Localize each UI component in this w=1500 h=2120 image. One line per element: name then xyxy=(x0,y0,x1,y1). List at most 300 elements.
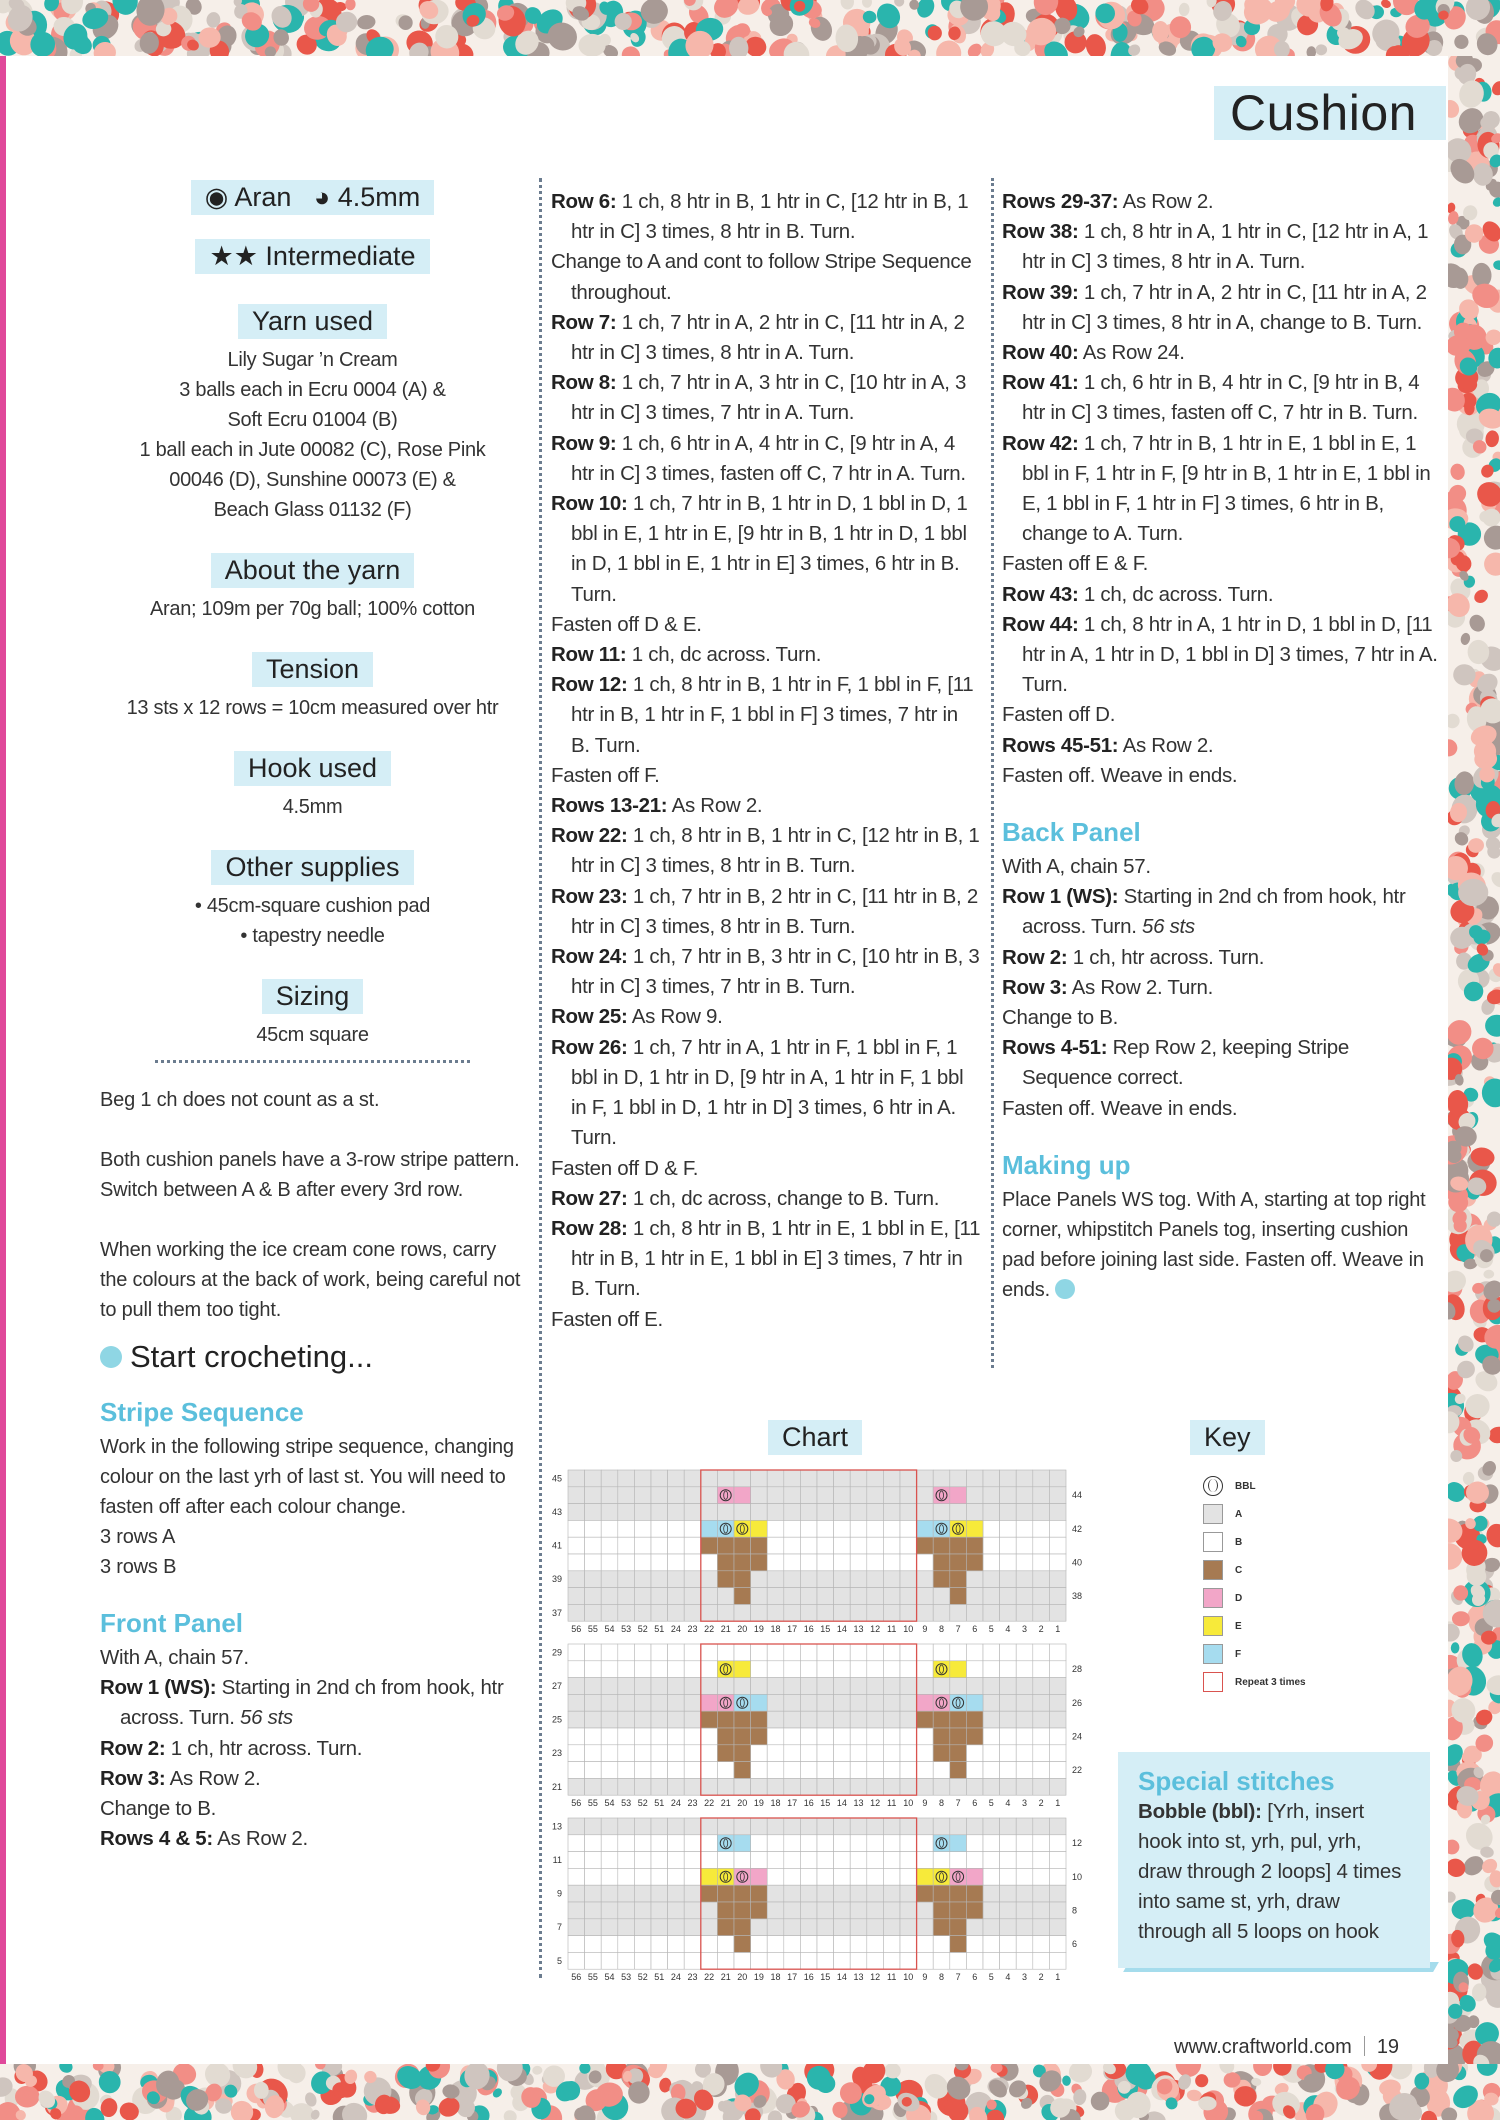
stitch-number-label: 7 xyxy=(955,1624,961,1635)
chart-cell xyxy=(1033,1778,1050,1795)
chart-cell xyxy=(867,1644,884,1661)
hook-used-heading: Hook used xyxy=(234,751,391,786)
column-divider xyxy=(539,178,542,1978)
row-text: 1 ch, htr across. Turn. xyxy=(1067,945,1265,969)
row-number-label: 12 xyxy=(1072,1838,1083,1849)
chart-cell xyxy=(917,1762,934,1779)
stitch-number-label: 4 xyxy=(1005,1972,1011,1982)
chart-cell xyxy=(651,1694,668,1711)
chart-cell xyxy=(585,1762,602,1779)
chart-cell xyxy=(983,1919,1000,1936)
chart-cell xyxy=(668,1588,685,1605)
decorative-dot xyxy=(1492,259,1500,271)
colour-swatch xyxy=(1203,1504,1223,1524)
chart-cell xyxy=(601,1745,618,1762)
chart-cell xyxy=(668,1885,685,1902)
chart-cell xyxy=(684,1868,701,1885)
footer-url[interactable]: www.craftworld.com xyxy=(1174,2036,1352,2058)
chart-cell xyxy=(883,1728,900,1745)
chart-cell xyxy=(717,1885,734,1902)
decorative-dot xyxy=(884,2064,901,2079)
instruction-row xyxy=(1002,1094,1442,1124)
chart-cell xyxy=(1033,1952,1050,1969)
chart-cell xyxy=(867,1936,884,1953)
chart-cell xyxy=(883,1919,900,1936)
chart-cell xyxy=(701,1835,718,1852)
chart-cell xyxy=(784,1936,801,1953)
chart-cell xyxy=(933,1678,950,1695)
chart-cell xyxy=(1033,1554,1050,1571)
chart-cell xyxy=(784,1537,801,1554)
chart-cell xyxy=(717,1571,734,1588)
chart-cell xyxy=(601,1661,618,1678)
row-label: Row 3: xyxy=(100,1766,166,1790)
chart-cell xyxy=(883,1487,900,1504)
chart-cell xyxy=(784,1885,801,1902)
chart-cell xyxy=(751,1571,768,1588)
chart-cell xyxy=(933,1818,950,1835)
chart-cell xyxy=(767,1936,784,1953)
chart-cell xyxy=(668,1504,685,1521)
colour-swatch xyxy=(1203,1532,1223,1552)
chart-cell xyxy=(618,1778,635,1795)
other-supplies-heading: Other supplies xyxy=(211,850,413,885)
chart-cell xyxy=(883,1852,900,1869)
chart-cell xyxy=(1016,1919,1033,1936)
row-text: Fasten off D. xyxy=(1002,703,1116,727)
chart-cell xyxy=(701,1554,718,1571)
chart-cell xyxy=(717,1644,734,1661)
chart-cell xyxy=(751,1661,768,1678)
decorative-dot xyxy=(1083,32,1109,56)
chart-cell xyxy=(883,1818,900,1835)
chart-cell xyxy=(800,1936,817,1953)
chart-cell xyxy=(601,1678,618,1695)
chart-cell xyxy=(651,1952,668,1969)
chart-cell xyxy=(601,1604,618,1621)
making-up-body: Place Panels WS tog. With A, starting at top right corner, whipstitch Panels tog, inserting cushion pad before joining last side. Fasten off. Weave in ends. xyxy=(1002,1188,1426,1301)
chart-cell xyxy=(1016,1537,1033,1554)
bobble-term: Bobble (bbl): xyxy=(1138,1800,1262,1823)
chart-cell xyxy=(601,1902,618,1919)
instruction-row xyxy=(100,1764,525,1794)
chart-cell xyxy=(850,1835,867,1852)
key-label: C xyxy=(1235,1564,1243,1576)
chart-cell xyxy=(668,1554,685,1571)
row-label: Rows 4 & 5: xyxy=(100,1827,213,1851)
key-label: F xyxy=(1235,1648,1242,1660)
tension-text: 13 sts x 12 rows = 10cm measured over htr xyxy=(126,697,499,719)
chart-cell xyxy=(618,1852,635,1869)
chart-cell xyxy=(634,1537,651,1554)
making-up-text xyxy=(1002,1185,1442,1305)
chart-cell xyxy=(701,1936,718,1953)
chart-cell xyxy=(568,1487,585,1504)
chart-cell xyxy=(568,1694,585,1711)
chart-cell xyxy=(900,1487,917,1504)
chart-cell xyxy=(867,1762,884,1779)
chart-cell xyxy=(1000,1919,1017,1936)
instruction-row xyxy=(1002,368,1442,428)
stitch-number-label: 22 xyxy=(704,1972,715,1982)
chart-cell xyxy=(684,1852,701,1869)
chart-cell xyxy=(618,1952,635,1969)
row-text: Fasten off D & F. xyxy=(551,1156,699,1180)
chart-cell xyxy=(684,1835,701,1852)
stitch-number-label: 4 xyxy=(1005,1798,1011,1809)
chart-cell xyxy=(1049,1952,1066,1969)
chart-cell xyxy=(917,1537,934,1554)
chart-cell xyxy=(1049,1554,1066,1571)
stitch-number-label: 5 xyxy=(988,1972,994,1982)
stitch-number-label: 22 xyxy=(704,1624,715,1635)
row-text: Fasten off E & F. xyxy=(1002,552,1149,576)
chart-cell xyxy=(568,1661,585,1678)
chart-cell xyxy=(1016,1470,1033,1487)
chart-cell xyxy=(634,1762,651,1779)
chart-cell xyxy=(966,1835,983,1852)
chart-cell xyxy=(751,1919,768,1936)
chart-cell xyxy=(751,1678,768,1695)
chart-cell xyxy=(634,1571,651,1588)
stitch-number-label: 5 xyxy=(988,1624,994,1635)
chart-cell xyxy=(1016,1504,1033,1521)
yarn-line: 3 balls each in Ecru 0004 (A) & xyxy=(179,379,446,401)
chart-cell xyxy=(817,1778,834,1795)
chart-cell xyxy=(585,1778,602,1795)
chart-cell xyxy=(950,1818,967,1835)
instruction-row xyxy=(551,610,981,640)
stitch-number-label: 11 xyxy=(887,1798,897,1809)
chart-cell xyxy=(834,1852,851,1869)
stitch-number-label: 13 xyxy=(853,1972,864,1982)
chart-cell xyxy=(568,1678,585,1695)
chart-cell xyxy=(950,1571,967,1588)
chart-cell xyxy=(568,1868,585,1885)
page-footer xyxy=(1174,2036,1399,2059)
row-number-label: 8 xyxy=(1072,1905,1078,1916)
chart-cell xyxy=(966,1678,983,1695)
chart-cell xyxy=(900,1711,917,1728)
chart-cell xyxy=(966,1487,983,1504)
chart-cell xyxy=(1033,1902,1050,1919)
chart-cell xyxy=(784,1818,801,1835)
page-number: 19 xyxy=(1376,2036,1400,2058)
chart-cell xyxy=(651,1571,668,1588)
stitch-number-label: 10 xyxy=(903,1798,914,1809)
chart-cell xyxy=(684,1470,701,1487)
row-text: 1 ch, 7 htr in B, 2 htr in C, [11 htr in B, 2 htr in C] 3 times, 8 htr in B. Turn. xyxy=(571,884,978,938)
key-label: Repeat 3 times xyxy=(1235,1676,1306,1688)
stitch-number-label: 17 xyxy=(787,1624,798,1635)
chart-cell xyxy=(867,1678,884,1695)
chart-cell xyxy=(850,1504,867,1521)
yarn-line: Beach Glass 01132 (F) xyxy=(213,499,412,521)
right-column xyxy=(1002,187,1442,1305)
chart-cell xyxy=(966,1868,983,1885)
chart-cell xyxy=(966,1537,983,1554)
chart-cell xyxy=(568,1504,585,1521)
stitch-number-label: 54 xyxy=(604,1798,615,1809)
chart-cell xyxy=(917,1604,934,1621)
stitch-number-label: 20 xyxy=(737,1972,748,1982)
chart-cell xyxy=(950,1952,967,1969)
chart-cell xyxy=(900,1470,917,1487)
chart-cell xyxy=(651,1818,668,1835)
chart-cell xyxy=(917,1554,934,1571)
row-number-label: 26 xyxy=(1072,1697,1083,1708)
chart-cell xyxy=(1000,1762,1017,1779)
stitch-number-label: 16 xyxy=(803,1624,814,1635)
chart-cell xyxy=(1049,1745,1066,1762)
chart-cell xyxy=(701,1520,718,1537)
instruction-row xyxy=(1002,217,1442,277)
chart-cell xyxy=(585,1936,602,1953)
chart-cell xyxy=(1016,1745,1033,1762)
chart-cell xyxy=(983,1694,1000,1711)
decorative-dot xyxy=(1253,2064,1273,2076)
chart-cell xyxy=(684,1818,701,1835)
chart-cell xyxy=(950,1588,967,1605)
chart-cell xyxy=(784,1470,801,1487)
yarn-line: Lily Sugar ’n Cream xyxy=(227,349,398,371)
chart-cell xyxy=(634,1745,651,1762)
stitch-number-label: 14 xyxy=(836,1798,847,1809)
chart-cell xyxy=(585,1694,602,1711)
chart-cell xyxy=(983,1644,1000,1661)
chart-cell xyxy=(668,1661,685,1678)
chart-cell xyxy=(1049,1694,1066,1711)
chart-cell xyxy=(1049,1661,1066,1678)
chart-cell xyxy=(867,1885,884,1902)
chart-cell xyxy=(1016,1902,1033,1919)
chart-cell xyxy=(767,1487,784,1504)
chart-cell xyxy=(585,1728,602,1745)
chart-cell xyxy=(568,1852,585,1869)
instruction-row xyxy=(1002,852,1442,882)
chart-cell xyxy=(684,1604,701,1621)
chart-cell xyxy=(585,1678,602,1695)
chart-cell xyxy=(933,1711,950,1728)
stitch-number-label: 2 xyxy=(1038,1624,1044,1635)
chart-cell xyxy=(917,1868,934,1885)
chart-cell xyxy=(751,1711,768,1728)
chart-cell xyxy=(900,1902,917,1919)
chart-cell xyxy=(734,1504,751,1521)
chart-cell xyxy=(601,1952,618,1969)
row-label: Row 2: xyxy=(1002,945,1068,969)
row-text: 1 ch, dc across. Turn. xyxy=(1078,582,1274,606)
stitch-number-label: 12 xyxy=(870,1624,881,1635)
chart-cell xyxy=(917,1919,934,1936)
chart-cell xyxy=(651,1852,668,1869)
chart-cell xyxy=(634,1588,651,1605)
chart-cell xyxy=(568,1520,585,1537)
chart-cell xyxy=(717,1504,734,1521)
row-number-label: 11 xyxy=(552,1855,562,1865)
chart-cell xyxy=(684,1554,701,1571)
row-label: Row 1 (WS): xyxy=(100,1676,217,1700)
chart-cell xyxy=(684,1711,701,1728)
chart-cell xyxy=(651,1902,668,1919)
row-number-label: 42 xyxy=(1072,1523,1083,1534)
row-label: Row 23: xyxy=(551,884,628,908)
decorative-dot xyxy=(356,14,376,31)
chart-cell xyxy=(568,1554,585,1571)
chart-cell xyxy=(734,1588,751,1605)
chart-cell xyxy=(734,1745,751,1762)
chart-cell xyxy=(834,1778,851,1795)
chart-cell xyxy=(767,1694,784,1711)
chart-cell xyxy=(966,1661,983,1678)
chart-cell xyxy=(651,1520,668,1537)
chart-cell xyxy=(900,1588,917,1605)
chart-cell xyxy=(1033,1520,1050,1537)
chart-cell xyxy=(784,1835,801,1852)
chart-cell xyxy=(585,1504,602,1521)
instruction-row xyxy=(551,1305,981,1335)
row-label: Rows 45-51: xyxy=(1002,733,1119,757)
row-text: 1 ch, 7 htr in A, 1 htr in F, 1 bbl in F, 1 bbl in D, 1 htr in D, [9 htr in A, 1 htr in F, 1 bbl in F, 1 bbl in D, 1 htr in D] 3 times, 6 htr in A. Turn. xyxy=(571,1035,964,1150)
chart-cell xyxy=(751,1588,768,1605)
chart-cell xyxy=(966,1571,983,1588)
chart-cell xyxy=(1016,1644,1033,1661)
chart-cell xyxy=(950,1678,967,1695)
chart-cell xyxy=(1000,1694,1017,1711)
chart-cell xyxy=(834,1487,851,1504)
colour-swatch xyxy=(1203,1588,1223,1608)
chart-cell xyxy=(966,1762,983,1779)
chart-cell xyxy=(900,1504,917,1521)
chart-cell xyxy=(618,1520,635,1537)
chart-cell xyxy=(1049,1520,1066,1537)
chart-cell xyxy=(817,1537,834,1554)
chart-cell xyxy=(601,1588,618,1605)
chart-cell xyxy=(917,1661,934,1678)
instruction-row xyxy=(1002,1003,1442,1033)
chart-cell xyxy=(950,1885,967,1902)
row-label: Row 11: xyxy=(551,643,627,667)
chart-cell xyxy=(966,1604,983,1621)
chart-cell xyxy=(850,1661,867,1678)
chart-cell xyxy=(751,1470,768,1487)
chart-cell xyxy=(1033,1936,1050,1953)
chart-cell xyxy=(850,1487,867,1504)
stitch-number-label: 19 xyxy=(753,1624,764,1635)
chart-cell xyxy=(767,1919,784,1936)
chart-cell xyxy=(883,1694,900,1711)
chart-cell xyxy=(834,1885,851,1902)
chart-cell xyxy=(568,1885,585,1902)
chart-cell xyxy=(651,1745,668,1762)
bobble-definition: [Yrh, insert hook into st, yrh, pul, yrh, draw through 2 loops] 4 times into same st, yrh, draw through all 5 loops on hook xyxy=(1138,1800,1402,1943)
chart-cell xyxy=(1000,1537,1017,1554)
stitch-number-label: 9 xyxy=(922,1798,928,1809)
chart-cell xyxy=(734,1728,751,1745)
chart-cell xyxy=(867,1902,884,1919)
chart-cell xyxy=(850,1868,867,1885)
chart-cell xyxy=(983,1504,1000,1521)
chart-cell xyxy=(701,1711,718,1728)
row-number-label: 22 xyxy=(1072,1765,1083,1775)
chart-cell xyxy=(701,1470,718,1487)
chart-cell xyxy=(867,1745,884,1762)
chart-cell xyxy=(1033,1728,1050,1745)
chart-cell xyxy=(585,1902,602,1919)
chart-cell xyxy=(684,1778,701,1795)
chart-cell xyxy=(983,1835,1000,1852)
chart-cell xyxy=(817,1818,834,1835)
chart-cell xyxy=(701,1952,718,1969)
chart-cell xyxy=(1049,1604,1066,1621)
chart-cell xyxy=(751,1868,768,1885)
chart-cell xyxy=(585,1604,602,1621)
chart-cell xyxy=(1049,1835,1066,1852)
chart-cell xyxy=(1016,1554,1033,1571)
chart-cell xyxy=(883,1835,900,1852)
chart-cell xyxy=(767,1852,784,1869)
chart-cell xyxy=(651,1678,668,1695)
hook-size: 4.5mm xyxy=(337,182,421,212)
chart-cell xyxy=(751,1728,768,1745)
chart-cell xyxy=(734,1470,751,1487)
chart-cell xyxy=(850,1919,867,1936)
stitch-count: 56 sts xyxy=(1141,915,1195,939)
chart-cell xyxy=(701,1604,718,1621)
chart-cell xyxy=(900,1571,917,1588)
row-label: Rows 4-51: xyxy=(1002,1036,1108,1060)
chart-cell xyxy=(651,1728,668,1745)
chart-cell xyxy=(751,1852,768,1869)
chart-cell xyxy=(917,1818,934,1835)
chart-cell xyxy=(568,1952,585,1969)
chart-cell xyxy=(618,1678,635,1695)
chart-cell xyxy=(651,1588,668,1605)
stitch-number-label: 19 xyxy=(753,1972,764,1982)
chart-cell xyxy=(800,1868,817,1885)
stitch-number-label: 56 xyxy=(571,1798,582,1809)
chart-cell xyxy=(950,1504,967,1521)
chart-cell xyxy=(734,1902,751,1919)
chart-cell xyxy=(568,1470,585,1487)
chart-cell xyxy=(1033,1678,1050,1695)
row-number-label: 39 xyxy=(551,1574,562,1585)
key-label: A xyxy=(1235,1508,1243,1520)
chart-cell xyxy=(817,1678,834,1695)
chart-cell xyxy=(1000,1711,1017,1728)
chart-cell xyxy=(701,1728,718,1745)
stitch-number-label: 55 xyxy=(587,1624,598,1635)
chart-cell xyxy=(917,1778,934,1795)
chart-cell xyxy=(817,1728,834,1745)
row-text: 1 ch, 8 htr in A, 1 htr in D, 1 bbl in D, [11 htr in A, 1 htr in D, 1 bbl in D] 3 times, 7 htr in A. Turn. xyxy=(1022,612,1438,697)
chart-cell xyxy=(1033,1919,1050,1936)
stitch-number-label: 56 xyxy=(571,1624,582,1635)
chart-cell xyxy=(751,1762,768,1779)
stitch-number-label: 53 xyxy=(621,1972,632,1982)
chart-cell xyxy=(933,1762,950,1779)
chart-cell xyxy=(1016,1728,1033,1745)
chart-cell xyxy=(568,1644,585,1661)
chart-cell xyxy=(800,1644,817,1661)
chart-cell xyxy=(618,1762,635,1779)
decorative-dot xyxy=(57,2064,75,2075)
chart-cell xyxy=(966,1745,983,1762)
row-text: With A, chain 57. xyxy=(100,1646,249,1669)
row-text: Change to A and cont to follow Stripe Sequence throughout. xyxy=(551,250,972,304)
decorative-bottom-border xyxy=(0,2064,1500,2120)
chart-cell xyxy=(1000,1520,1017,1537)
